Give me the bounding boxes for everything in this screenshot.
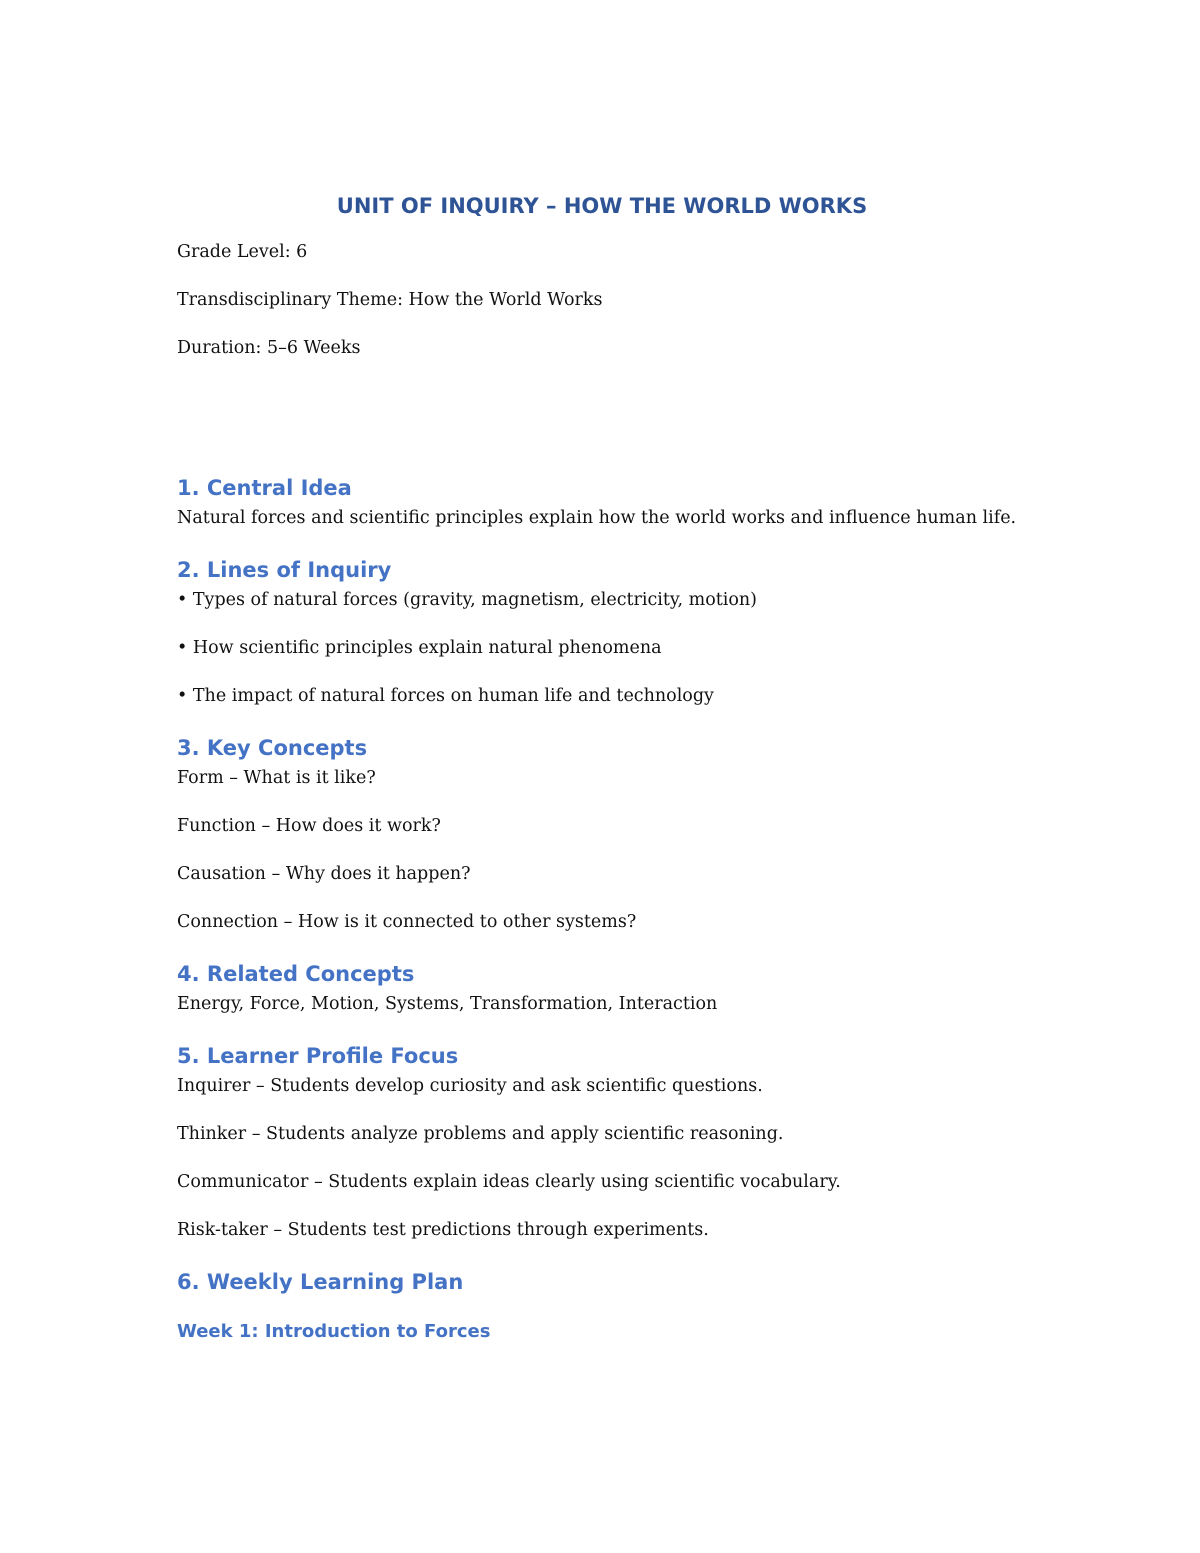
related-concepts-text: Energy, Force, Motion, Systems, Transformation, Interaction bbox=[177, 994, 718, 1014]
central-idea-text: Natural forces and scientific principles explain how the world works and influence human life. bbox=[177, 508, 1017, 528]
section-heading-related-concepts: 4. Related Concepts bbox=[177, 962, 415, 986]
inquiry-line-item: • How scientific principles explain natural phenomena bbox=[177, 638, 662, 658]
grade-level: Grade Level: 6 bbox=[177, 242, 308, 262]
document-body bbox=[177, 190, 1027, 1346]
section-heading-key-concepts: 3. Key Concepts bbox=[177, 736, 368, 760]
section-heading-central-idea: 1. Central Idea bbox=[177, 476, 352, 500]
learner-profile-item: Risk-taker – Students test predictions through experiments. bbox=[177, 1220, 709, 1240]
learner-profile-item: Communicator – Students explain ideas clearly using scientific vocabulary. bbox=[177, 1172, 841, 1192]
transdisciplinary-theme: Transdisciplinary Theme: How the World Works bbox=[177, 290, 603, 310]
key-concept-item: Connection – How is it connected to other systems? bbox=[177, 912, 637, 932]
section-heading-weekly-plan: 6. Weekly Learning Plan bbox=[177, 1270, 464, 1294]
section-heading-learner-profile: 5. Learner Profile Focus bbox=[177, 1044, 459, 1068]
document-title: UNIT OF INQUIRY – HOW THE WORLD WORKS bbox=[336, 194, 868, 218]
key-concept-item: Form – What is it like? bbox=[177, 768, 376, 788]
inquiry-line-item: • Types of natural forces (gravity, magnetism, electricity, motion) bbox=[177, 590, 758, 610]
week-1-heading: Week 1: Introduction to Forces bbox=[177, 1321, 491, 1342]
section-heading-lines-of-inquiry: 2. Lines of Inquiry bbox=[177, 558, 392, 582]
key-concept-item: Causation – Why does it happen? bbox=[177, 864, 471, 884]
learner-profile-item: Thinker – Students analyze problems and apply scientific reasoning. bbox=[177, 1124, 784, 1144]
duration: Duration: 5–6 Weeks bbox=[177, 338, 361, 358]
learner-profile-item: Inquirer – Students develop curiosity and ask scientific questions. bbox=[177, 1076, 763, 1096]
inquiry-line-item: • The impact of natural forces on human life and technology bbox=[177, 686, 714, 706]
key-concept-item: Function – How does it work? bbox=[177, 816, 441, 836]
